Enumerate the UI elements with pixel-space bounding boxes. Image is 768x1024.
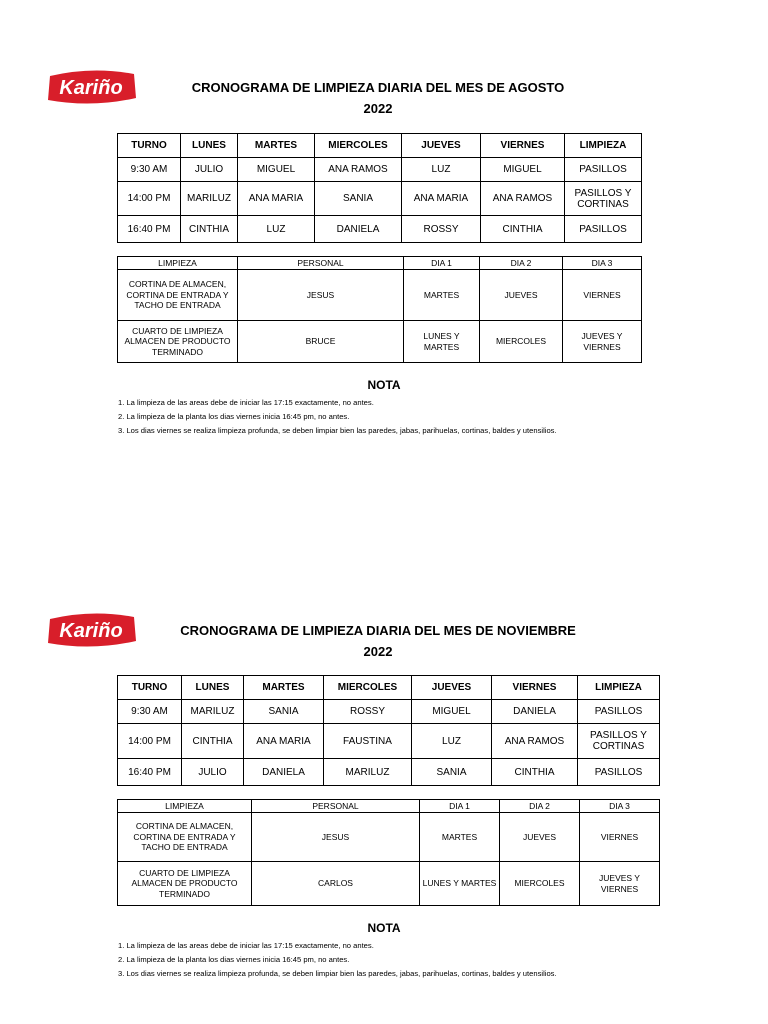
header-limpieza: LIMPIEZA	[578, 676, 660, 700]
header-limpieza: LIMPIEZA	[118, 257, 238, 270]
table-row	[118, 216, 642, 243]
cell-jueves: MIGUEL	[412, 700, 492, 724]
cell-limpieza: PASILLOS Y CORTINAS	[565, 182, 642, 216]
cell-dia-1: LUNES Y MARTES	[404, 321, 480, 363]
cell-viernes: ANA RAMOS	[492, 724, 578, 759]
schedule-header-row	[118, 676, 660, 700]
cell-limpieza: PASILLOS	[578, 759, 660, 786]
header-dia-1: DIA 1	[404, 257, 480, 270]
note-item: 3. Los dias viernes se realiza limpieza profunda, se deben limpiar bien las paredes, jabas, parihuelas, cortinas, baldes y utensilios.	[118, 426, 557, 435]
header-personal: PERSONAL	[238, 257, 404, 270]
assignment-table	[117, 256, 642, 363]
table-row	[118, 321, 642, 363]
note-item: 3. Los dias viernes se realiza limpieza profunda, se deben limpiar bien las paredes, jabas, parihuelas, cortinas, baldes y utensilios.	[118, 969, 557, 978]
cell-dia-2: JUEVES	[480, 270, 563, 321]
notes-list	[118, 939, 588, 981]
cell-martes: ANA MARIA	[238, 182, 315, 216]
cell-miercoles: MARILUZ	[324, 759, 412, 786]
cell-viernes: CINTHIA	[481, 216, 565, 243]
note-item: 1. La limpieza de las areas debe de iniciar las 17:15 exactamente, no antes.	[118, 941, 374, 950]
header-miercoles: MIERCOLES	[324, 676, 412, 700]
header-turno: TURNO	[118, 134, 181, 158]
cell-dia-2: JUEVES	[500, 813, 580, 862]
cell-personal: BRUCE	[238, 321, 404, 363]
cell-lunes: CINTHIA	[182, 724, 244, 759]
cell-limpieza: PASILLOS	[565, 216, 642, 243]
header-dia-3: DIA 3	[580, 800, 660, 813]
note-item: 2. La limpieza de la planta los dias viernes inicia 16:45 pm, no antes.	[118, 955, 350, 964]
cell-viernes: MIGUEL	[481, 158, 565, 182]
cell-martes: SANIA	[244, 700, 324, 724]
cell-turno: 14:00 PM	[118, 724, 182, 759]
cell-turno: 16:40 PM	[118, 759, 182, 786]
cell-lunes: MARILUZ	[182, 700, 244, 724]
cell-area: CUARTO DE LIMPIEZA ALMACEN DE PRODUCTO TERMINADO	[118, 321, 238, 363]
cell-area: CORTINA DE ALMACEN, CORTINA DE ENTRADA Y TACHO DE ENTRADA	[118, 813, 252, 862]
table-row	[118, 759, 660, 786]
table-row	[118, 158, 642, 182]
cell-jueves: LUZ	[402, 158, 481, 182]
header-viernes: VIERNES	[481, 134, 565, 158]
cell-dia-1: MARTES	[404, 270, 480, 321]
cell-turno: 9:30 AM	[118, 158, 181, 182]
table-row	[118, 862, 660, 906]
cell-turno: 9:30 AM	[118, 700, 182, 724]
cell-jueves: LUZ	[412, 724, 492, 759]
cell-lunes: CINTHIA	[181, 216, 238, 243]
header-martes: MARTES	[244, 676, 324, 700]
title-line-2: 2022	[363, 644, 393, 659]
header-dia-1: DIA 1	[420, 800, 500, 813]
header-martes: MARTES	[238, 134, 315, 158]
page-title	[150, 77, 606, 119]
header-miercoles: MIERCOLES	[315, 134, 402, 158]
cell-lunes: MARILUZ	[181, 182, 238, 216]
table-row	[118, 700, 660, 724]
cell-dia-1: MARTES	[420, 813, 500, 862]
header-dia-3: DIA 3	[563, 257, 642, 270]
header-lunes: LUNES	[181, 134, 238, 158]
assignment-header-row	[118, 257, 642, 270]
header-viernes: VIERNES	[492, 676, 578, 700]
page-title	[150, 620, 606, 662]
cell-personal: CARLOS	[252, 862, 420, 906]
title-line-2: 2022	[363, 101, 393, 116]
cell-personal: JESUS	[238, 270, 404, 321]
cell-martes: DANIELA	[244, 759, 324, 786]
title-line-1: CRONOGRAMA DE LIMPIEZA DIARIA DEL MES DE AGOSTO	[191, 80, 565, 95]
cell-miercoles: FAUSTINA	[324, 724, 412, 759]
note-item: 1. La limpieza de las areas debe de iniciar las 17:15 exactamente, no antes.	[118, 398, 374, 407]
schedule-table	[117, 133, 642, 243]
title-line-1: CRONOGRAMA DE LIMPIEZA DIARIA DEL MES DE NOVIEMBRE	[180, 623, 576, 638]
cell-area: CORTINA DE ALMACEN, CORTINA DE ENTRADA Y TACHO DE ENTRADA	[118, 270, 238, 321]
karino-logo	[46, 68, 138, 106]
header-limpieza: LIMPIEZA	[118, 800, 252, 813]
header-turno: TURNO	[118, 676, 182, 700]
assignment-table	[117, 799, 660, 906]
cell-dia-2: MIERCOLES	[480, 321, 563, 363]
cell-lunes: JULIO	[182, 759, 244, 786]
header-dia-2: DIA 2	[500, 800, 580, 813]
cell-dia-3: JUEVES Y VIERNES	[580, 862, 660, 906]
cell-turno: 14:00 PM	[118, 182, 181, 216]
cell-dia-3: VIERNES	[580, 813, 660, 862]
cell-dia-3: JUEVES Y VIERNES	[563, 321, 642, 363]
cell-jueves: ROSSY	[402, 216, 481, 243]
cell-turno: 16:40 PM	[118, 216, 181, 243]
cell-martes: MIGUEL	[238, 158, 315, 182]
notes-list	[118, 396, 588, 438]
cell-limpieza: PASILLOS Y CORTINAS	[578, 724, 660, 759]
cell-personal: JESUS	[252, 813, 420, 862]
cell-martes: LUZ	[238, 216, 315, 243]
note-item: 2. La limpieza de la planta los dias viernes inicia 16:45 pm, no antes.	[118, 412, 350, 421]
cell-limpieza: PASILLOS	[578, 700, 660, 724]
header-jueves: JUEVES	[412, 676, 492, 700]
cell-miercoles: DANIELA	[315, 216, 402, 243]
cell-viernes: CINTHIA	[492, 759, 578, 786]
cell-miercoles: ANA RAMOS	[315, 158, 402, 182]
karino-logo	[46, 611, 138, 649]
cell-area: CUARTO DE LIMPIEZA ALMACEN DE PRODUCTO TERMINADO	[118, 862, 252, 906]
cell-dia-3: VIERNES	[563, 270, 642, 321]
header-limpieza: LIMPIEZA	[565, 134, 642, 158]
table-row	[118, 182, 642, 216]
cell-viernes: ANA RAMOS	[481, 182, 565, 216]
cell-martes: ANA MARIA	[244, 724, 324, 759]
cell-miercoles: SANIA	[315, 182, 402, 216]
header-personal: PERSONAL	[252, 800, 420, 813]
cell-jueves: ANA MARIA	[402, 182, 481, 216]
cell-dia-2: MIERCOLES	[500, 862, 580, 906]
table-row	[118, 724, 660, 759]
cell-viernes: DANIELA	[492, 700, 578, 724]
cell-miercoles: ROSSY	[324, 700, 412, 724]
cell-jueves: SANIA	[412, 759, 492, 786]
header-jueves: JUEVES	[402, 134, 481, 158]
cell-lunes: JULIO	[181, 158, 238, 182]
cell-dia-1: LUNES Y MARTES	[420, 862, 500, 906]
table-row	[118, 813, 660, 862]
cell-limpieza: PASILLOS	[565, 158, 642, 182]
schedule-table	[117, 675, 660, 786]
header-lunes: LUNES	[182, 676, 244, 700]
logo-text: Kariño	[59, 77, 123, 99]
nota-heading: NOTA	[367, 921, 401, 935]
nota-heading: NOTA	[367, 378, 401, 392]
logo-text: Kariño	[59, 620, 123, 642]
assignment-header-row	[118, 800, 660, 813]
table-row	[118, 270, 642, 321]
schedule-header-row	[118, 134, 642, 158]
header-dia-2: DIA 2	[480, 257, 563, 270]
